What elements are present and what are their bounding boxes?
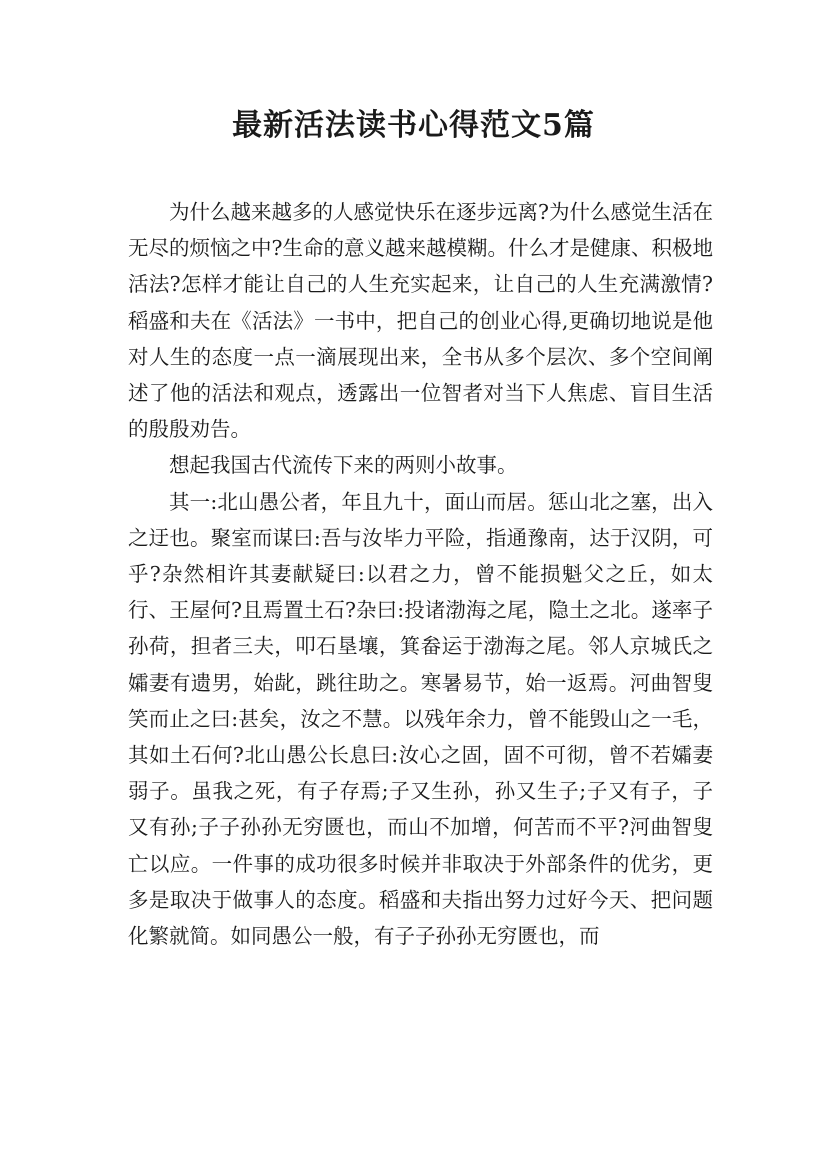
document-title: 最新活法读书心得范文5篇 bbox=[232, 108, 595, 143]
paragraph-story-one: 其一:北山愚公者，年且九十，面山而居。惩山北之塞，出入之迂也。聚室而谋曰:吾与汝毕力平险，指通豫南，达于汉阴，可乎?杂然相许其妻献疑曰:以君之力，曾不能损魁父之丘，如太行、王屋何?且焉置土石?杂曰:投诸渤海之尾，隐土之北。遂率子孙荷，担者三夫，叩石垦壤，箕畚运于渤海之尾。邻人京城氏之孀妻有遗男，始龀，跳往助之。寒暑易节，始一返焉。河曲智叟笑而止之曰:甚矣，汝之不慧。以残年余力，曾不能毁山之一毛，其如土石何?北山愚公长息曰:汝心之固，固不可彻，曾不若孀妻弱子。虽我之死，有子存焉;子又生孙，孙又生子;子又有子，子又有孙;子子孙孙无穷匮也，而山不加增，何苦而不平?河曲智叟亡以应。一件事的成功很多时候并非取决于外部条件的优劣，更多是取决于做事人的态度。稻盛和夫指出努力过好今天、把问题化繁就简。如同愚公一般，有子子孙孙无穷匮也，而 bbox=[128, 489, 713, 949]
document-body bbox=[128, 194, 713, 954]
paragraph-stories-intro: 想起我国古代流传下来的两则小故事。 bbox=[169, 453, 518, 478]
paragraph-intro: 为什么越来越多的人感觉快乐在逐步远离?为什么感觉生活在无尽的烦恼之中?生命的意义越来越模糊。什么才是健康、积极地活法?怎样才能让自己的人生充实起来，让自己的人生充满激情?稻盛和夫在《活法》一书中，把自己的创业心得,更确切地说是他对人生的态度一点一滴展现出来，全书从多个层次、多个空间阐述了他的活法和观点，透露出一位智者对当下人焦虑、盲目生活的殷殷劝告。 bbox=[128, 200, 713, 442]
